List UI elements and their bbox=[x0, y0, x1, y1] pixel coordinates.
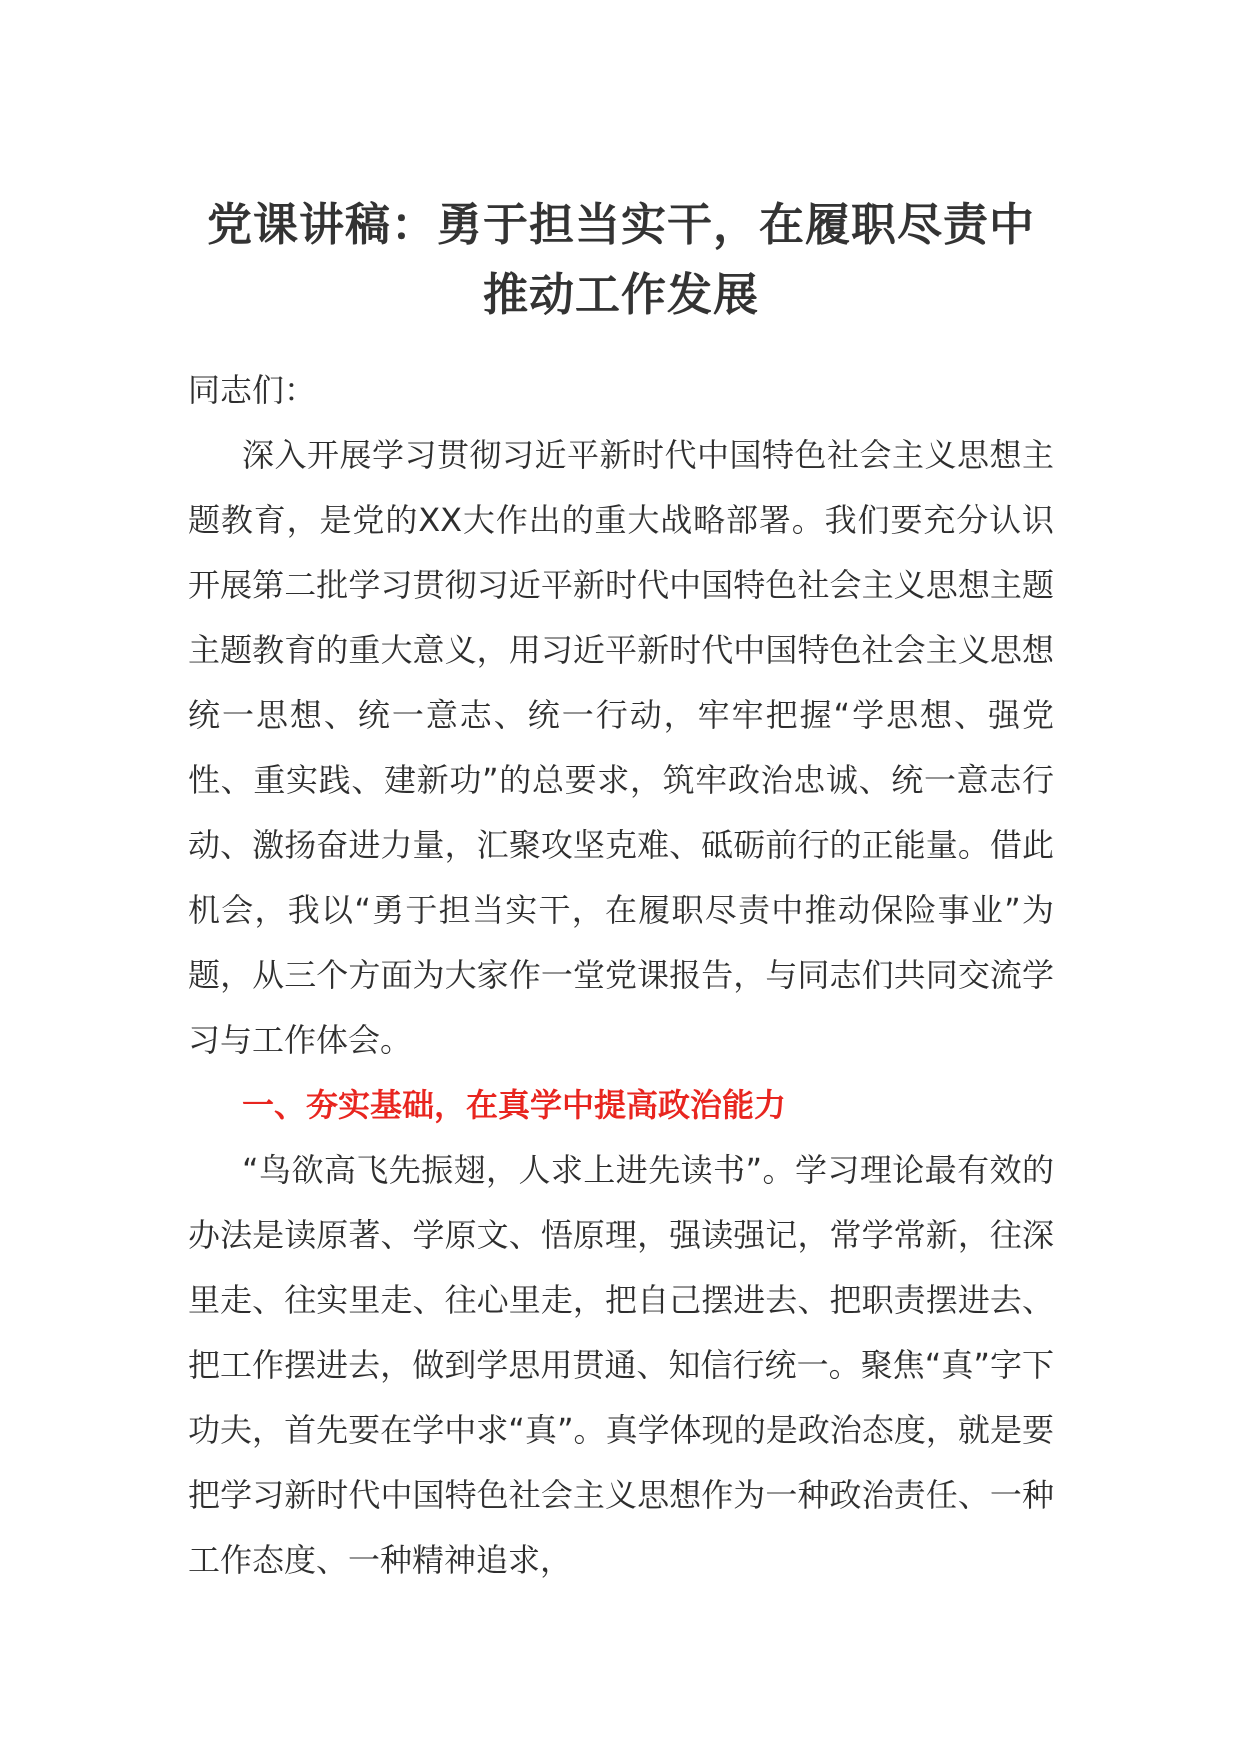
document-title: 党课讲稿：勇于担当实干，在履职尽责中推动工作发展 bbox=[206, 198, 1035, 321]
section-heading-1: 一、夯实基础，在真学中提高政治能力 bbox=[242, 1086, 787, 1124]
paragraph-section-1: “鸟欲高飞先振翅，人求上进先读书”。学习理论最有效的办法是读原著、学原文、悟原理，强读强记，常学常新，往深里走、往实里走、往心里走，把自己摆进去、把职责摆进去、把工作摆进去，做到学思用贯通、知信行统一。聚焦“真”字下功夫，首先要在学中求“真”。真学体现的是政治态度，就是要把学习新时代中国特色社会主义思想作为一种政治责任、一种工作态度、一种精神追求， bbox=[188, 1151, 1054, 1579]
document-body bbox=[188, 190, 1054, 1593]
paragraph-intro: 深入开展学习贯彻习近平新时代中国特色社会主义思想主题教育，是党的XX大作出的重大战略部署。我们要充分认识开展第二批学习贯彻习近平新时代中国特色社会主义思想主题主题教育的重大意义，用习近平新时代中国特色社会主义思想统一思想、统一意志、统一行动，牢牢把握“学思想、强党性、重实践、建新功”的总要求，筑牢政治忠诚、统一意志行动、激扬奋进力量，汇聚攻坚克难、砥砺前行的正能量。借此机会，我以“勇于担当实干，在履职尽责中推动保险事业”为题，从三个方面为大家作一堂党课报告，与同志们共同交流学习与工作体会。 bbox=[188, 436, 1054, 1059]
greeting: 同志们： bbox=[188, 371, 317, 409]
